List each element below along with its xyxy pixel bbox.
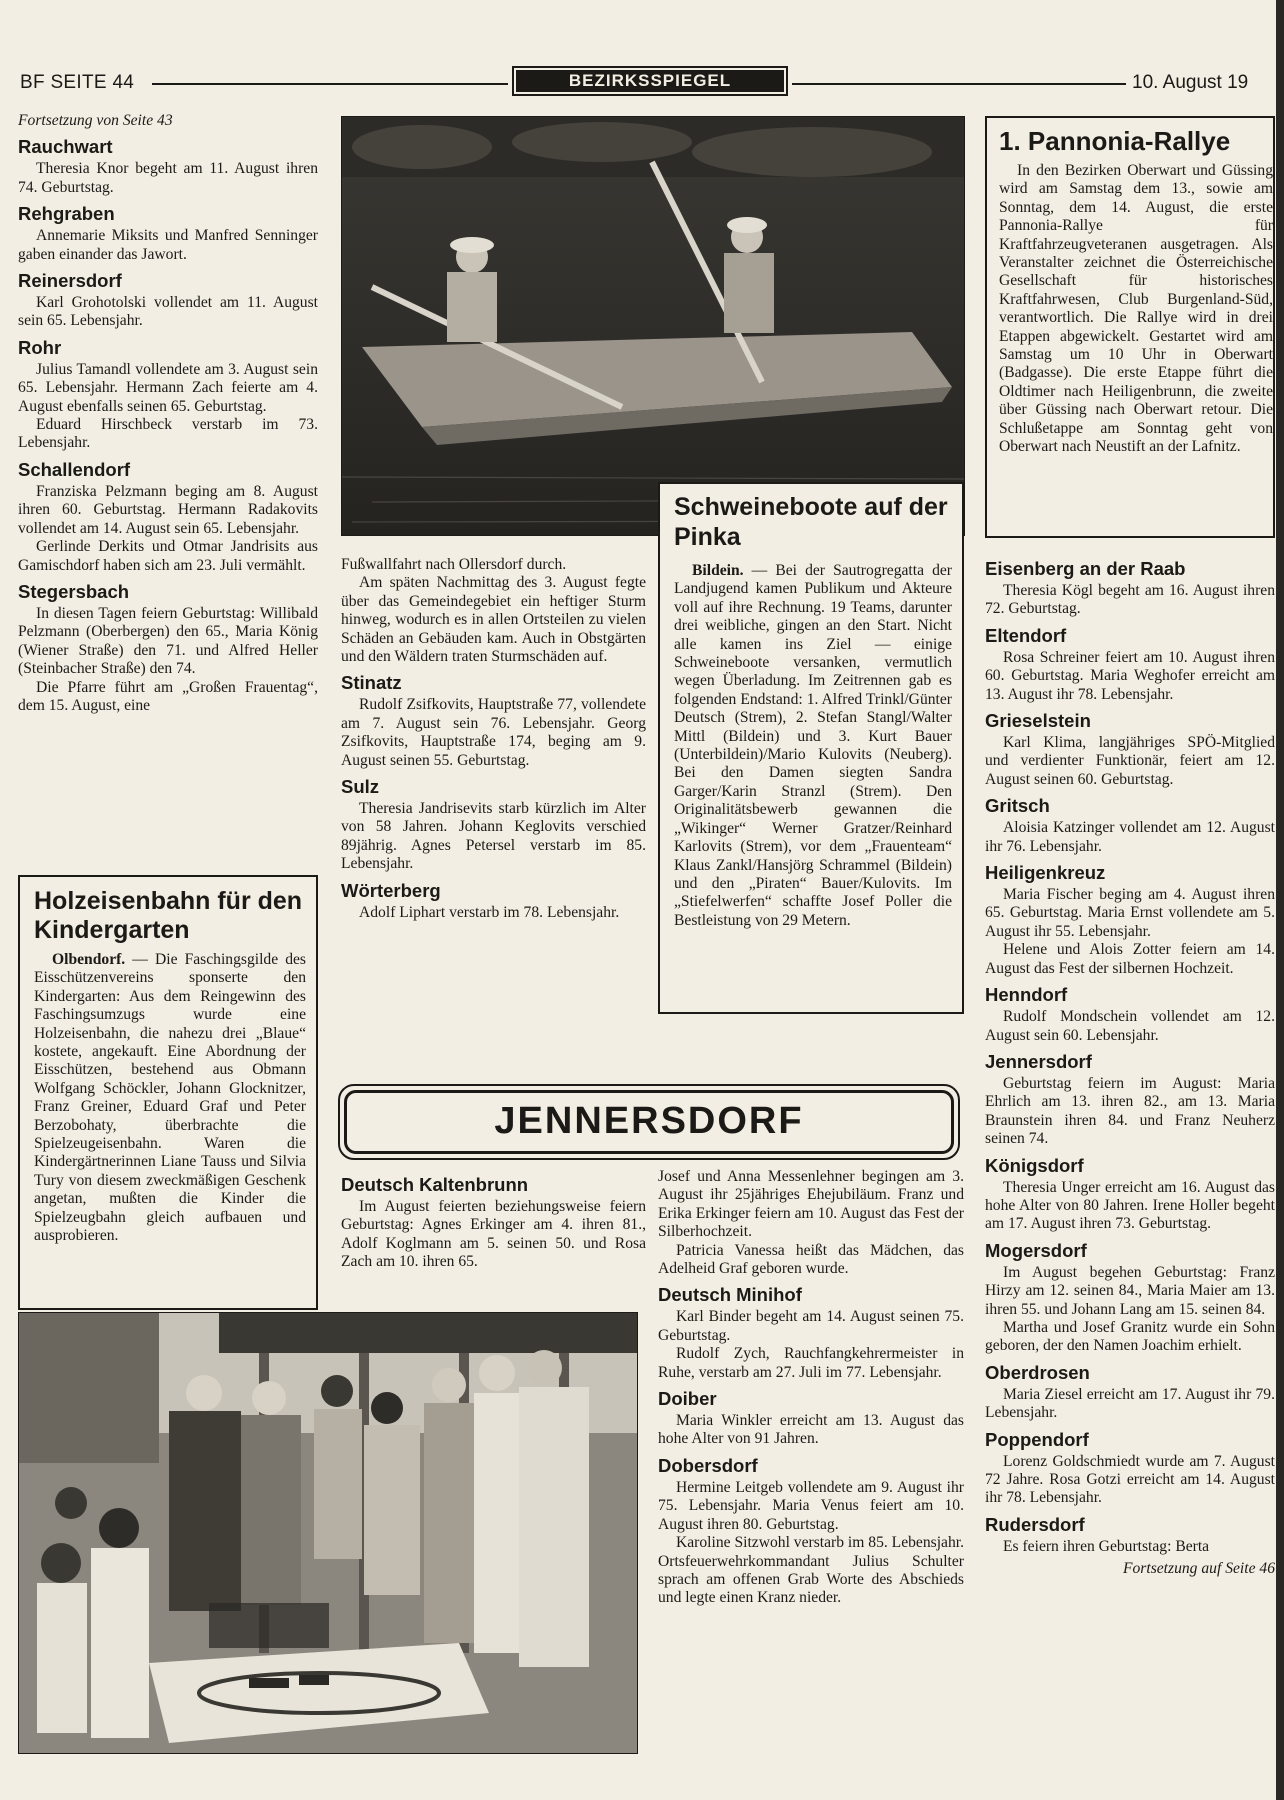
photo-kindergarten-train [18,1312,638,1754]
notice-paragraph: Es feiern ihren Geburtstag: Berta [1003,1537,1210,1555]
section-title-box [512,66,788,96]
holzeisenbahn-dateline: Olbendorf. [52,951,126,968]
notice-paragraph: Martha und Josef Granitz wurde ein Sohn geboren, der den Namen Joachim erhielt. [985,1318,1275,1355]
notice-paragraph: Maria Fischer beging am 4. August ihren 65. Geburtstag. Maria Ernst vollendete am 5. August ihr 55. Lebensjahr. [985,886,1275,940]
schweineboote-body [674,562,952,930]
schweineboote-article [658,482,964,1014]
notice-paragraph: Am späten Nachmittag des 3. August fegte über das Gemeindegebiet ein heftiger Sturm hinweg, wodurch es in allen Ortsteilen zu vielen Schäden an Gebäuden kam. Auch in Obstgärten und den Wäldern traten Sturmschäden auf. [341,574,646,666]
pannonia-rallye-article [985,116,1275,538]
locality-heading-w-rterberg: Wörterberg [341,879,441,901]
notice-paragraph: Lorenz Goldschmiedt wurde am 7. August 72 Jahre. Rosa Gotzi erreicht am 14. August ihr 78. Lebensjahr. [985,1452,1275,1507]
locality-heading-eltendorf: Eltendorf [985,624,1067,646]
notice-paragraph: Karl Binder begeht am 14. August seinen 75. Geburtstag. [658,1308,964,1344]
schweineboote-headline: Schweineboote auf der Pinka [674,493,948,551]
notice-paragraph: Karoline Sitzwohl verstarb im 85. Lebensjahr. Ortsfeuerwehrkommandant Julius Schulter sprach am offenen Grab Worte des Abschieds und legte einen Kranz nieder. [658,1534,964,1607]
column-2b [341,1168,646,1272]
column-4 [985,552,1275,1579]
schweineboote-text: — Bei der Sautrogregatta der Landjugend kamen Publikum und Akteure voll auf ihre Rechnung. 19 Teams, darunter drei weibliche, gingen an den Start. Nicht alle kamen ins Ziel — einige Schweineboote versanken, vermutlich wegen Überladung. Im Zeitrennen gab es folgenden Endstand: 1. Alfred Trinkl/Günter Deutsch (Strem), 2. Stefan Stangl/Walter Mittl (Bildein) und 3. Kurt Bauer (Unterbildein)/Mario Kulovits (Neuberg). Bei den Damen siegten Sandra Garger/Karin Stranzl (Strem). Den Originalitätsbewerb gewannen die „Wikinger“ Werner Gratzer/Reinhard Karlovits (Strem), vor dem „Frauenteam“ Klaus Zankl/Hansjörg Schrammel (Bildein) und den „Piraten“ Bauer/Kulovits. Im „Stiefelwerfen“ schaffte Josef Poller die Bestleistung von 29 Metern. [674,562,952,929]
locality-heading-k-nigsdorf: Königsdorf [985,1154,1084,1176]
column-3b-sections [658,1168,964,1608]
column-2 [341,556,646,922]
notice-paragraph: Theresia Kögl begeht am 16. August ihren 72. Geburtstag. [985,582,1275,618]
schweineboote-dateline: Bildein. [692,562,744,579]
notice-paragraph: Helene und Alois Zotter feiern am 14. August das Fest der silbernen Hochzeit. [985,941,1275,977]
notice-paragraph: Rudolf Mondschein vollendet am 12. August sein 60. Lebensjahr. [985,1008,1275,1044]
locality-heading-rudersdorf: Rudersdorf [985,1513,1085,1535]
notice-paragraph: Die Pfarre führt am „Großen Frauentag“, dem 15. August, eine [18,678,318,714]
notice-paragraph: In diesen Tagen feiern Geburtstag: Willibald Pelzmann (Oberbergen) den 65., Maria König (Wiener Straße) den 71. und Alfred Heller (Steinbacher Straße) den 74. [18,604,318,678]
notice-paragraph: Maria Ziesel erreicht am 17. August ihr 79. Lebensjahr. [985,1385,1275,1422]
pannonia-body: In den Bezirken Oberwart und Güssing wird am Samstag dem 13., sowie am Sonntag, dem 14. August, die erste Pannonia-Rallye für Kraftfahrzeugveteranen ausgetragen. Als Veranstalter zeichnet die Österreichische Gesellschaft für historisches Kraftfahrwesen, Club Burgenland-Süd, verantwortlich. Die Rallye wird in drei Etappen abgewickelt. Gestartet wird am Samstag um 10 Uhr in Oberwart (Badgasse). Die erste Etappe führt die Oldtimer nach Heiligenbrunn, die zweite über Güssing nach Oberwart retour. Die Schlußetappe am Sonntag geht von Oberwart nach Neustift an der Lafnitz. [999,162,1273,456]
notice-paragraph: Gerlinde Derkits und Otmar Jandrisits aus Gamischdorf haben sich am 23. Juli vermählt. [18,538,318,574]
locality-heading-henndorf: Henndorf [985,984,1068,1006]
locality-heading-rehgraben: Rehgraben [18,203,115,225]
column-3b [658,1168,964,1608]
locality-heading-stegersbach: Stegersbach [18,580,130,602]
notice-paragraph: Im August feierten beziehungsweise feiern Geburtstag: Agnes Erkinger am 4. ihren 81., Adolf Koglmann am 5. seinen 50. und Rosa Zach am 10. ihren 65. [341,1198,646,1271]
continued-to: Fortsetzung auf Seite 46 [1122,1560,1275,1578]
locality-heading-reinersdorf: Reinersdorf [18,270,122,292]
holzeisenbahn-text: — Die Faschingsgilde des Eisschützenvereins sponserte den Kindergarten: Aus dem Reingewinn des Faschingsumzugs wurde eine Holzeisenbahn, die nahezu drei „Blaue“ kostete, angekauft. Eine Abordnung der Eisschützen, bestehend aus Obmann Wolfgang Schöckler, Johann Glocknitzer, Franz Greiner, Eduard Graf und Peter Berzobohaty, überbrachte die Spielzeugeisenbahn. Waren die Kindergärtnerinnen Liane Tauss und Silvia Tury von diesem zweckmäßigen Geschenk angetan, mußten die Kinder die Spielzeugbahn gleich aufbauen und ausprobieren. [34,951,306,1245]
locality-heading-oberdrosen: Oberdrosen [985,1361,1090,1383]
notice-paragraph: Theresia Knor begeht am 11. August ihren 74. Geburtstag. [18,160,318,196]
holzeisenbahn-body [34,951,306,1246]
page-edge-shadow [1276,0,1284,1800]
pannonia-headline: 1. Pannonia-Rallye [999,126,1231,156]
locality-heading-grieselstein: Grieselstein [985,710,1091,732]
kindergarten-photo-illustration [19,1313,637,1753]
locality-heading-deutsch-minihof: Deutsch Minihof [658,1284,802,1306]
locality-heading-deutsch-kaltenbrunn: Deutsch Kaltenbrunn [341,1174,529,1195]
notice-paragraph: Hermine Leitgeb vollendete am 9. August ihr 75. Lebensjahr. Maria Venus feiert am 10. August ihren 80. Geburtstag. [658,1478,964,1533]
locality-heading-rohr: Rohr [18,336,62,358]
notice-paragraph: Rosa Schreiner feiert am 10. August ihren 60. Geburtstag. Maria Weghofer erreicht am 13. August ihr 78. Lebensjahr. [985,648,1275,703]
page-label: BF SEITE 44 [20,72,135,93]
notice-paragraph: Rudolf Zych, Rauchfangkehrermeister in Ruhe, verstarb am 27. Juli im 77. Lebensjahr. [658,1345,964,1381]
locality-heading-stinatz: Stinatz [341,672,402,694]
section-title: BEZIRKSSPIEGEL [516,70,784,92]
holzeisenbahn-headline: Holzeisenbahn für den Kindergarten [34,887,303,944]
locality-heading-dobersdorf: Dobersdorf [658,1454,758,1476]
notice-paragraph: Im August begehen Geburtstag: Franz Hirzy am 12. seinen 84., Maria Maier am 13. ihren 55. und Johann Lang am 15. seinen 84. [985,1263,1275,1318]
notice-paragraph: Fußwallfahrt nach Ollersdorf durch. [341,556,567,573]
photo-sautrog-regatta [341,116,965,536]
notice-paragraph: Maria Winkler erreicht am 13. August das hohe Alter von 91 Jahren. [658,1412,964,1448]
notice-paragraph: Theresia Unger erreicht am 16. August das hohe Alter von 80 Jahren. Irene Holler begeht am 17. August ihren 73. Geburtstag. [985,1178,1275,1233]
column-4-sections [985,558,1275,1556]
locality-heading-doiber: Doiber [658,1388,717,1410]
jennersdorf-banner [338,1084,960,1160]
notice-paragraph: Geburtstag feiern im August: Maria Ehrlich am 13. ihren 82., am 13. Maria Braunstein ihren 84. und Franz Neuherz seinen 74. [985,1074,1275,1148]
header-rule-right [792,83,1126,85]
locality-heading-sulz: Sulz [341,776,380,798]
locality-heading-schallendorf: Schallendorf [18,458,131,480]
jennersdorf-banner-text: JENNERSDORF [344,1090,954,1154]
notice-paragraph: Eduard Hirschbeck verstarb im 73. Lebensjahr. [18,416,318,452]
notice-paragraph: Karl Grohotolski vollendet am 11. August sein 65. Lebensjahr. [18,294,318,330]
holzeisenbahn-article [18,875,318,1310]
notice-paragraph: Theresia Jandrisevits starb kürzlich im Alter von 58 Jahren. Johann Keglovits verschied 89jährig. Agnes Petersel verstarb im 85. Lebensjahr. [341,800,646,873]
locality-heading-poppendorf: Poppendorf [985,1428,1089,1450]
notice-paragraph: Josef und Anna Messenlehner begingen am 3. August ihr 25jähriges Ehejubiläum. Franz und Erika Erkinger feiern am 10. August das Fest der Silberhochzeit. [658,1168,964,1241]
locality-heading-jennersdorf: Jennersdorf [985,1050,1092,1072]
column-2-sections [341,556,646,922]
notice-paragraph: Karl Klima, langjähriges SPÖ-Mitglied und verdienter Funktionär, feiert am 12. August seinen 60. Geburtstag. [985,734,1275,788]
notice-paragraph: Patricia Vanessa heißt das Mädchen, das Adelheid Graf geboren wurde. [658,1241,964,1278]
locality-heading-mogersdorf: Mogersdorf [985,1239,1087,1261]
notice-paragraph: Aloisia Katzinger vollendet am 12. August ihr 76. Lebensjahr. [985,819,1275,855]
issue-date: 10. August 19 [1132,72,1249,93]
locality-heading-eisenberg-an-der-raab: Eisenberg an der Raab [985,558,1186,579]
locality-heading-rauchwart: Rauchwart [18,136,113,158]
notice-paragraph: Rudolf Zsifkovits, Hauptstraße 77, vollendete am 7. August sein 76. Lebensjahr. Georg Zsifkovits, Hauptstraße 174, beging am 9. August seinen 55. Geburtstag. [341,696,646,769]
column-1-sections [18,136,318,715]
continued-from: Fortsetzung von Seite 43 [18,112,173,129]
column-1 [18,112,318,715]
locality-heading-gritsch: Gritsch [985,795,1050,817]
notice-paragraph: Adolf Liphart verstarb im 78. Lebensjahr. [359,903,620,921]
notice-paragraph: Julius Tamandl vollendete am 3. August sein 65. Lebensjahr. Hermann Zach feierte am 4. August ebenfalls seinen 65. Geburtstag. [18,360,318,415]
header-rule-left [152,83,508,85]
notice-paragraph: Annemarie Miksits und Manfred Senninger gaben einander das Jawort. [18,227,318,263]
notice-paragraph: Franziska Pelzmann beging am 8. August ihren 60. Geburtstag. Hermann Radakovits vollendet am 14. August sein 65. Lebensjahr. [18,482,318,537]
column-2b-sections [341,1174,646,1272]
boat-photo-illustration [342,117,964,535]
locality-heading-heiligenkreuz: Heiligenkreuz [985,862,1106,884]
